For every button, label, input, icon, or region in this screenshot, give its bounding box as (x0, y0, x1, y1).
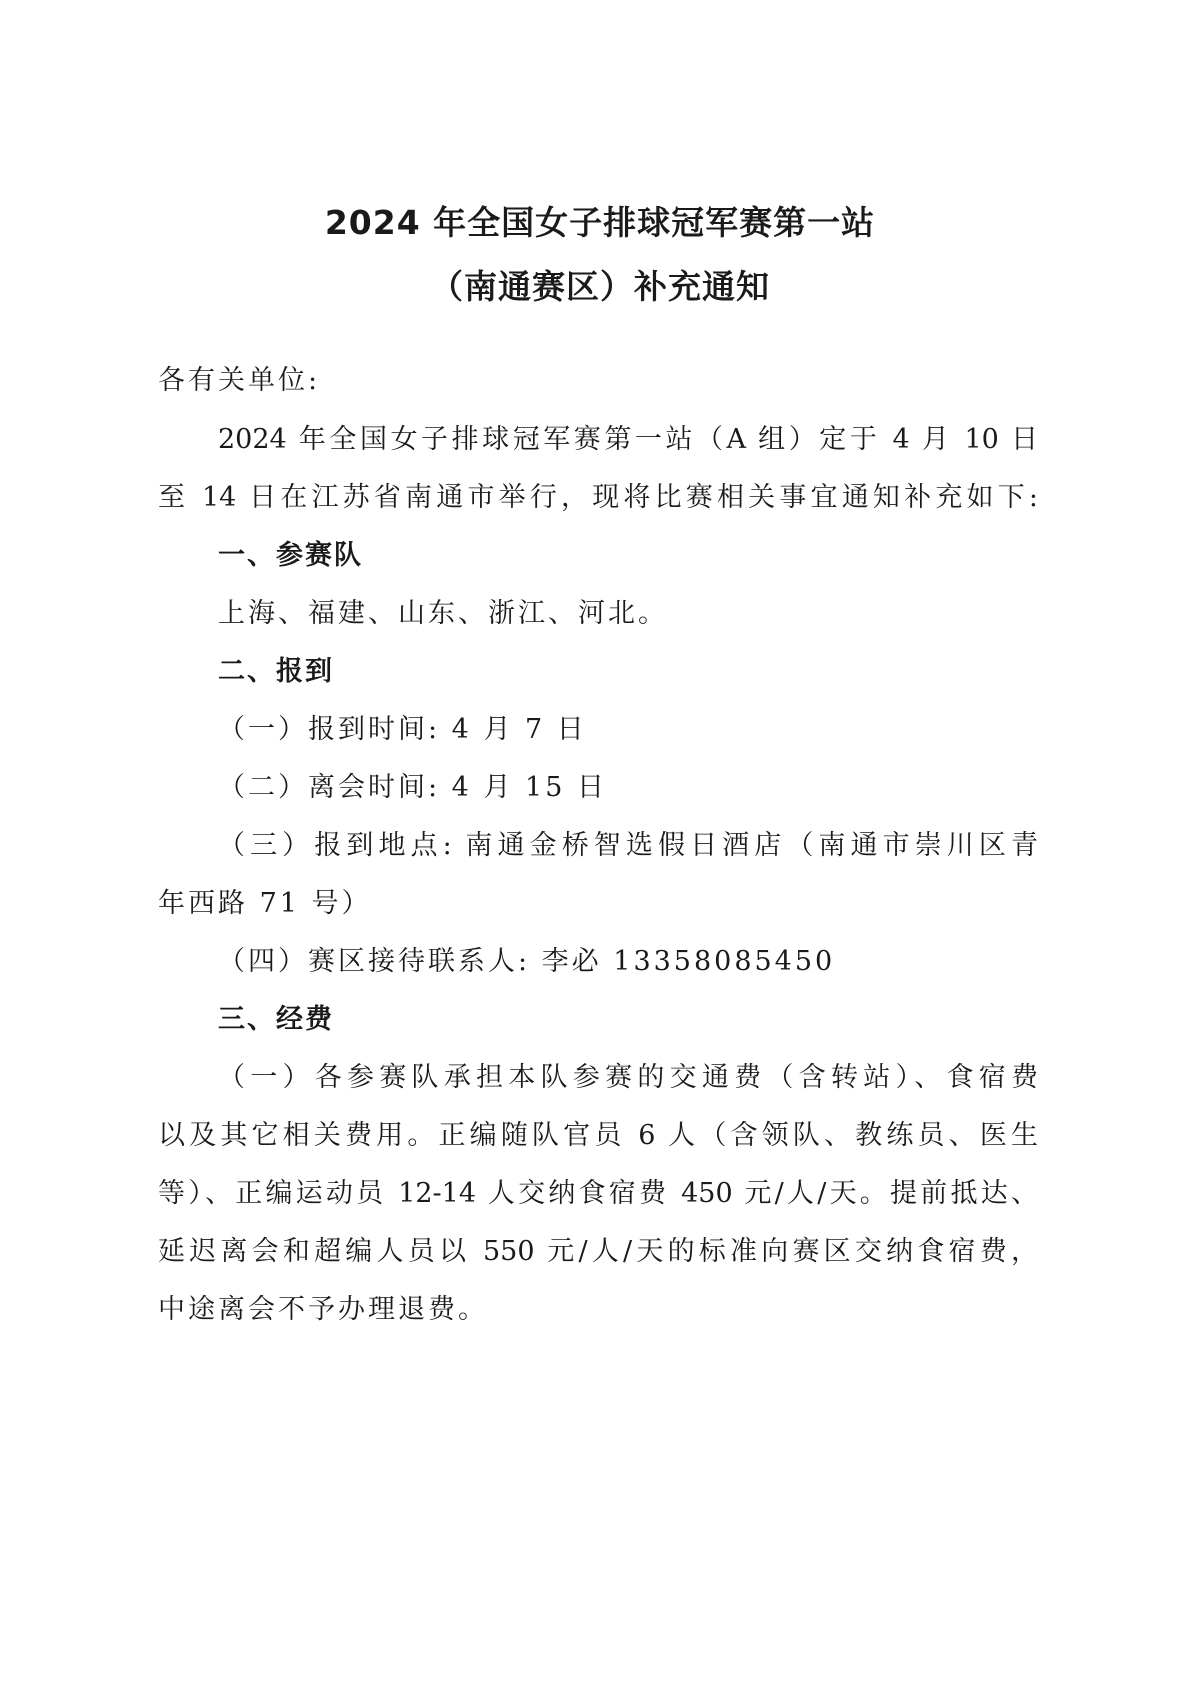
expenses-line-5: 中途离会不予办理退费。 (158, 1294, 488, 1325)
intro-line-1: 2024 年全国女子排球冠军赛第一站（A 组）定于 4 月 10 日 (218, 424, 1038, 455)
registration-time: （一）报到时间: 4 月 7 日 (218, 714, 587, 745)
section-1-heading: 一、参赛队 (218, 540, 363, 571)
expenses-line-4: 延迟离会和超编人员以 550 元/人/天的标准向赛区交纳食宿费， (158, 1236, 1038, 1267)
expenses-line-1: （一）各参赛队承担本队参赛的交通费（含转站）、食宿费 (218, 1062, 1038, 1093)
team-list: 上海、福建、山东、浙江、河北。 (218, 598, 668, 629)
departure-time: （二）离会时间: 4 月 15 日 (218, 772, 607, 803)
intro-line-2: 至 14 日在江苏省南通市举行，现将比赛相关事宜通知补充如下: (158, 482, 1038, 513)
registration-location-line-1: （三）报到地点: 南通金桥智选假日酒店（南通市崇川区青 (218, 830, 1038, 861)
document-title-line-2: （南通赛区）补充通知 (430, 267, 770, 306)
expenses-line-3: 等）、正编运动员 12-14 人交纳食宿费 450 元/人/天。提前抵达、 (158, 1178, 1038, 1209)
contact-person: （四）赛区接待联系人: 李必 13358085450 (218, 946, 836, 977)
registration-location-line-2: 年西路 71 号） (158, 888, 372, 919)
expenses-line-2: 以及其它相关费用。正编随队官员 6 人（含领队、教练员、医生 (158, 1120, 1038, 1151)
section-3-heading: 三、经费 (218, 1004, 334, 1035)
document-title-line-1: 2024 年全国女子排球冠军赛第一站 (324, 203, 876, 242)
section-2-heading: 二、报到 (218, 656, 334, 687)
salutation: 各有关单位: (158, 365, 321, 396)
